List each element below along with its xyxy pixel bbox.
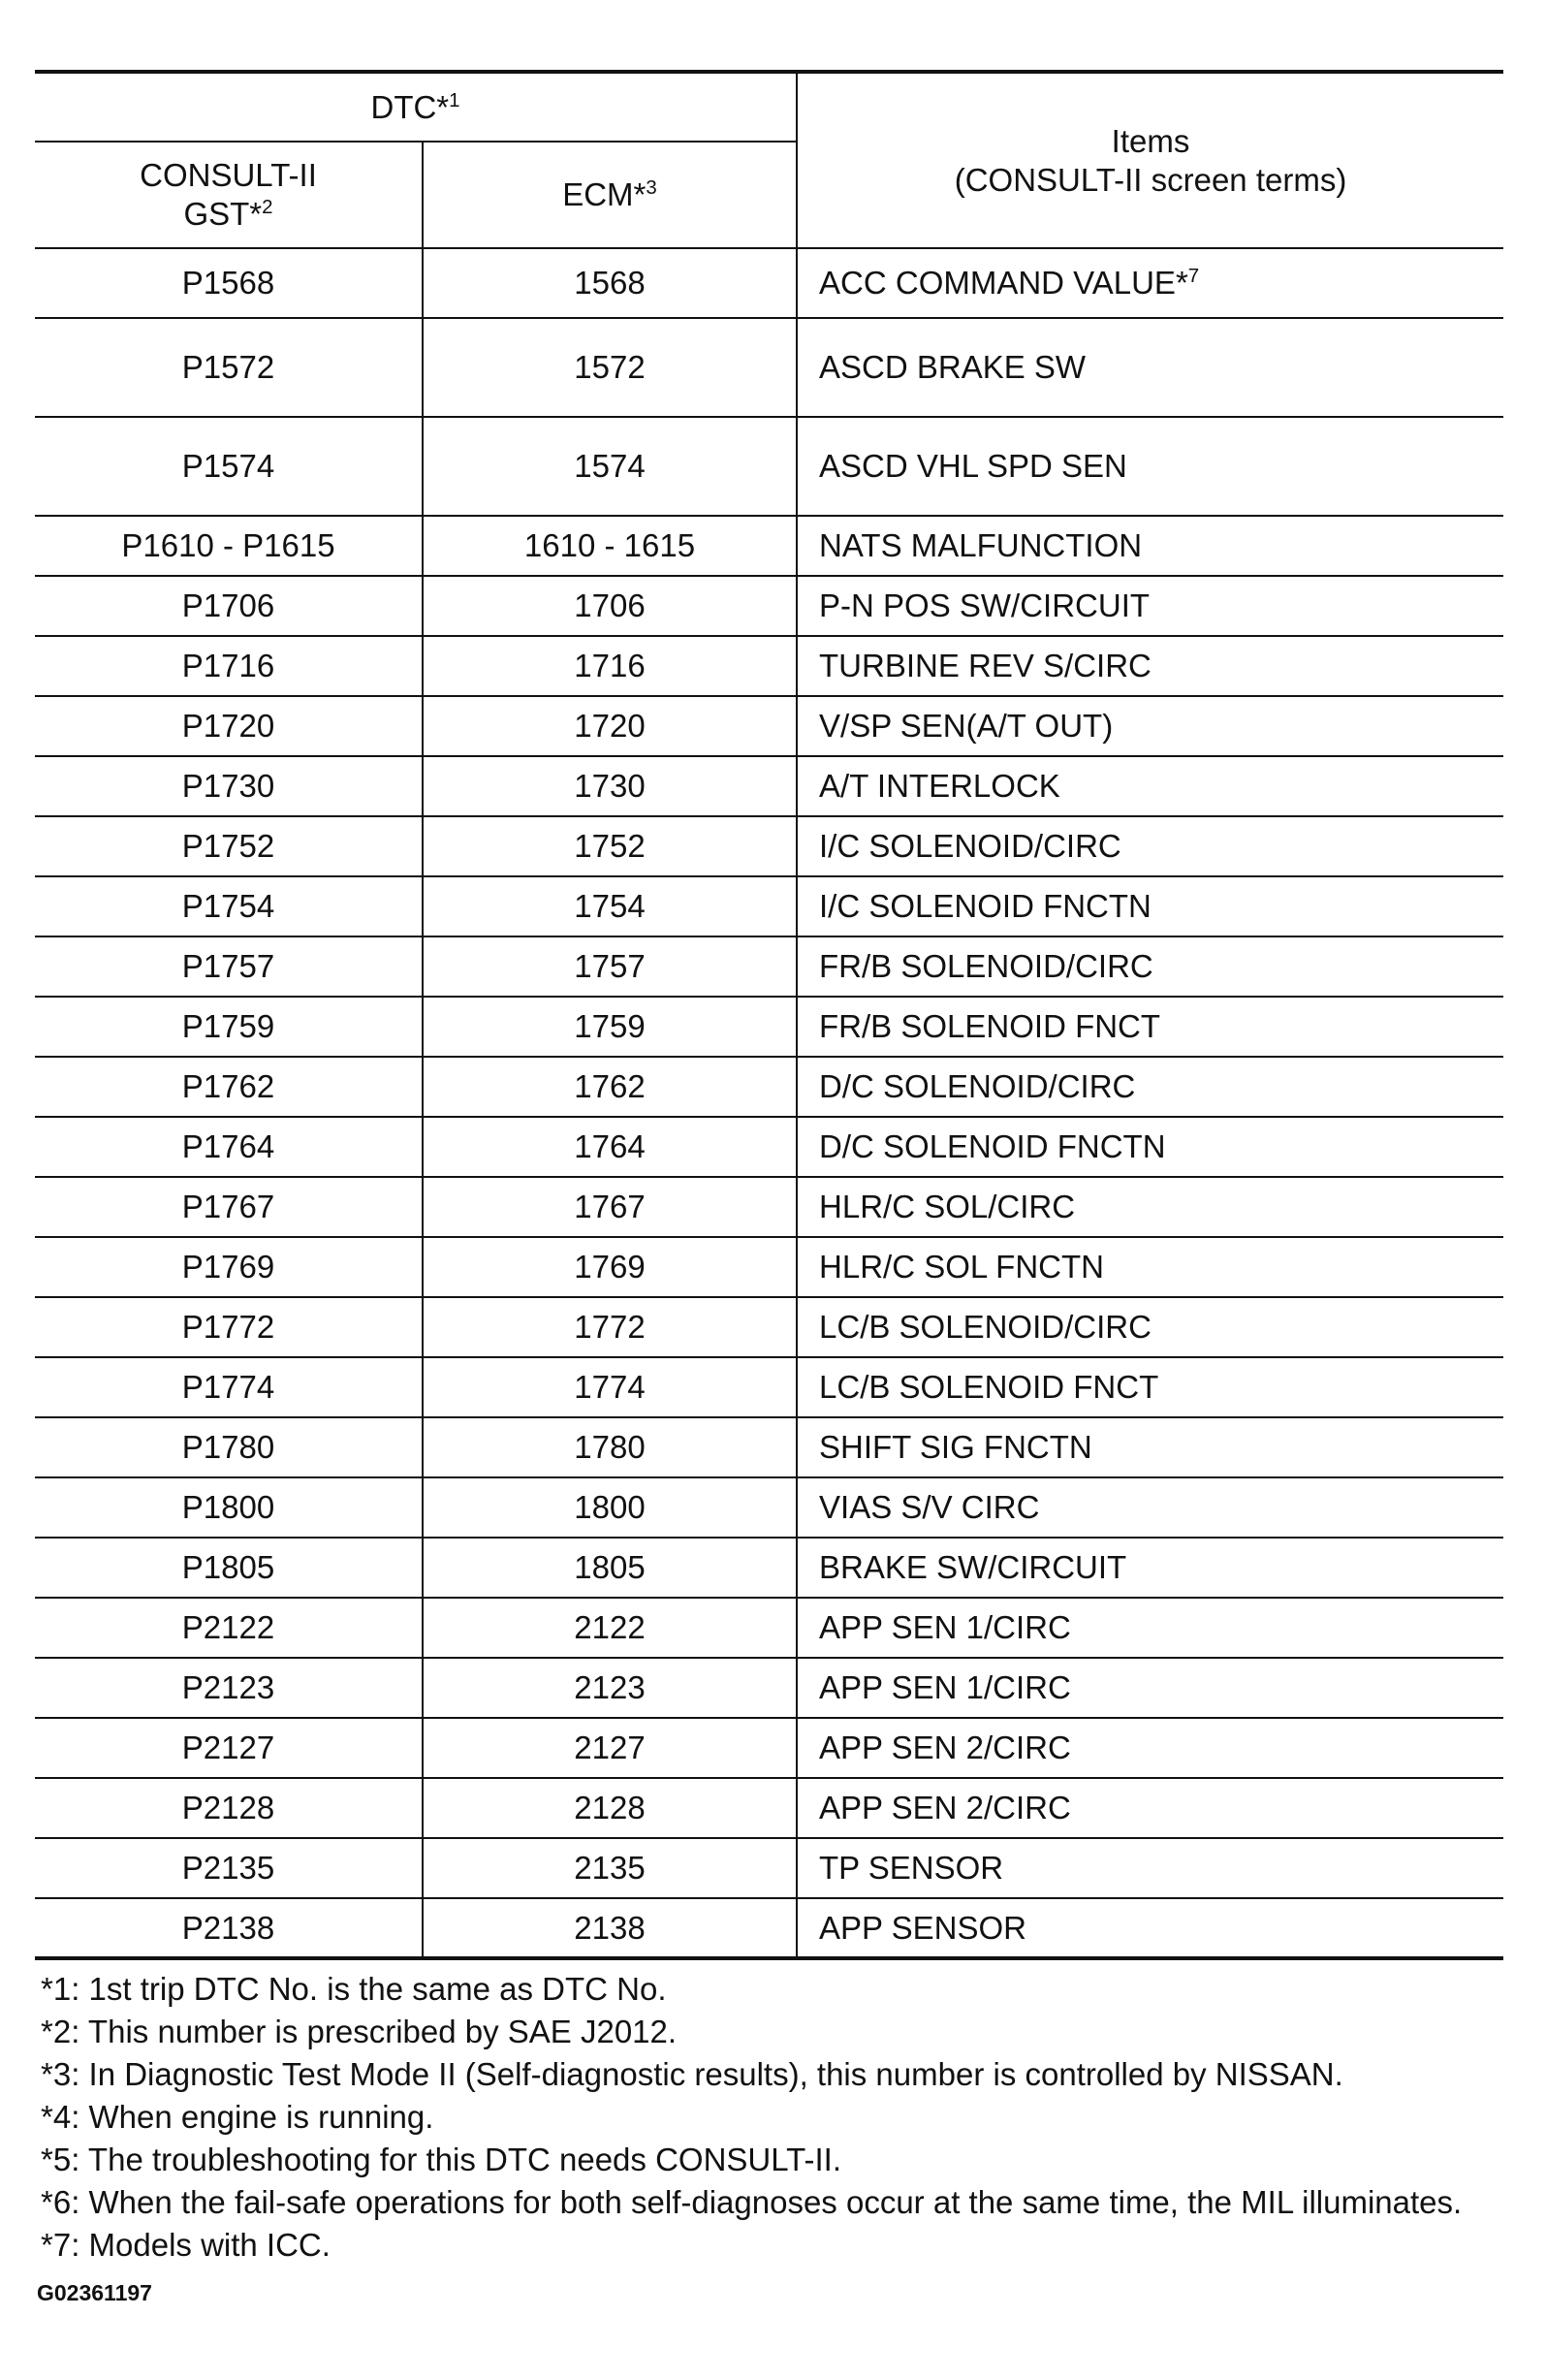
ecm-header: ECM*$^3$ (423, 142, 797, 248)
item-term: I/C SOLENOID FNCTN (797, 876, 1503, 936)
item-term: FR/B SOLENOID FNCT (797, 997, 1503, 1057)
ecm-code: 1752 (423, 816, 797, 876)
ecm-code: 1762 (423, 1057, 797, 1117)
dtc-group-header: DTC*$^1$ (35, 72, 797, 142)
ecm-code: 1568 (423, 248, 797, 318)
consult-gst-code: P1767 (35, 1177, 423, 1237)
ecm-code: 1774 (423, 1357, 797, 1417)
table-row (35, 1778, 1503, 1838)
table-row (35, 997, 1503, 1057)
ecm-code: 1780 (423, 1417, 797, 1477)
dtc-table (35, 70, 1503, 1960)
footnotes (35, 1968, 1503, 2267)
table-row (35, 1237, 1503, 1297)
ecm-code: 1769 (423, 1237, 797, 1297)
consult-gst-code: P2135 (35, 1838, 423, 1898)
item-term: VIAS S/V CIRC (797, 1477, 1503, 1538)
consult-gst-code: P1774 (35, 1357, 423, 1417)
table-row (35, 1898, 1503, 1958)
ecm-code: 2123 (423, 1658, 797, 1718)
item-term: BRAKE SW/CIRCUIT (797, 1538, 1503, 1598)
ecm-code: 1610 - 1615 (423, 516, 797, 576)
table-row (35, 936, 1503, 997)
table-row (35, 1658, 1503, 1718)
consult-gst-code: P2123 (35, 1658, 423, 1718)
item-term: A/T INTERLOCK (797, 756, 1503, 816)
table-row (35, 816, 1503, 876)
document-page (35, 70, 1503, 2306)
ecm-code: 1574 (423, 417, 797, 516)
item-term: TURBINE REV S/CIRC (797, 636, 1503, 696)
item-term: LC/B SOLENOID/CIRC (797, 1297, 1503, 1357)
ecm-code: 1805 (423, 1538, 797, 1598)
consult-gst-code: P2122 (35, 1598, 423, 1658)
footnote: *6: When the fail-safe operations for both self-diagnoses occur at the same time, the MIL illuminates. (41, 2184, 1463, 2220)
table-row (35, 1718, 1503, 1778)
ecm-code: 1767 (423, 1177, 797, 1237)
footnote: *1: 1st trip DTC No. is the same as DTC No. (41, 1971, 667, 2007)
consult-gst-code: P1757 (35, 936, 423, 997)
table-row (35, 636, 1503, 696)
ecm-code: 1730 (423, 756, 797, 816)
figure-id: G02361197 (37, 2280, 152, 2305)
item-term: ASCD VHL SPD SEN (797, 417, 1503, 516)
item-term: LC/B SOLENOID FNCT (797, 1357, 1503, 1417)
consult-gst-code: P1716 (35, 636, 423, 696)
item-term: D/C SOLENOID/CIRC (797, 1057, 1503, 1117)
ecm-code: 2128 (423, 1778, 797, 1838)
ecm-code: 2138 (423, 1898, 797, 1958)
dtc-table-header (35, 72, 1503, 248)
item-term: FR/B SOLENOID/CIRC (797, 936, 1503, 997)
consult-gst-code: P1769 (35, 1237, 423, 1297)
consult-gst-code: P1706 (35, 576, 423, 636)
ecm-code: 1759 (423, 997, 797, 1057)
consult-gst-code: P1800 (35, 1477, 423, 1538)
table-row (35, 1117, 1503, 1177)
table-row (35, 1177, 1503, 1237)
item-term: HLR/C SOL/CIRC (797, 1177, 1503, 1237)
consult-gst-code: P1610 - P1615 (35, 516, 423, 576)
table-row (35, 876, 1503, 936)
consult-gst-code: P1759 (35, 997, 423, 1057)
table-row (35, 1297, 1503, 1357)
item-term: HLR/C SOL FNCTN (797, 1237, 1503, 1297)
table-row (35, 1057, 1503, 1117)
ecm-code: 1754 (423, 876, 797, 936)
item-term: APP SENSOR (797, 1898, 1503, 1958)
table-row (35, 576, 1503, 636)
item-term: D/C SOLENOID FNCTN (797, 1117, 1503, 1177)
item-term: ACC COMMAND VALUE*$^7$ (797, 248, 1503, 318)
ecm-code: 1706 (423, 576, 797, 636)
table-row (35, 1477, 1503, 1538)
consult-gst-code: P1574 (35, 417, 423, 516)
ecm-code: 2127 (423, 1718, 797, 1778)
consult-gst-code: P1780 (35, 1417, 423, 1477)
footnote: *2: This number is prescribed by SAE J2012. (41, 2014, 678, 2049)
item-term: ASCD BRAKE SW (797, 318, 1503, 417)
item-term: I/C SOLENOID/CIRC (797, 816, 1503, 876)
table-row (35, 248, 1503, 318)
footnote: *5: The troubleshooting for this DTC needs CONSULT-II. (41, 2142, 841, 2177)
table-row (35, 1838, 1503, 1898)
table-row (35, 1417, 1503, 1477)
footnote: *7: Models with ICC. (41, 2227, 331, 2263)
ecm-code: 1716 (423, 636, 797, 696)
table-row (35, 1538, 1503, 1598)
consult-gst-header: CONSULT-II GST*$^2$ (35, 142, 423, 248)
item-term: TP SENSOR (797, 1838, 1503, 1898)
consult-gst-code: P1572 (35, 318, 423, 417)
consult-gst-code: P1764 (35, 1117, 423, 1177)
consult-gst-code: P1754 (35, 876, 423, 936)
consult-gst-code: P2138 (35, 1898, 423, 1958)
consult-gst-code: P1752 (35, 816, 423, 876)
item-term: APP SEN 2/CIRC (797, 1778, 1503, 1838)
item-term: NATS MALFUNCTION (797, 516, 1503, 576)
item-term: V/SP SEN(A/T OUT) (797, 696, 1503, 756)
footnote: *3: In Diagnostic Test Mode II (Self-diagnostic results), this number is controlled by NISSAN. (41, 2056, 1343, 2092)
consult-gst-code: P1805 (35, 1538, 423, 1598)
ecm-code: 1720 (423, 696, 797, 756)
ecm-code: 1764 (423, 1117, 797, 1177)
consult-gst-code: P1762 (35, 1057, 423, 1117)
item-term: P-N POS SW/CIRCUIT (797, 576, 1503, 636)
table-row (35, 1357, 1503, 1417)
table-row (35, 516, 1503, 576)
table-row (35, 318, 1503, 417)
consult-gst-code: P2127 (35, 1718, 423, 1778)
item-term: APP SEN 2/CIRC (797, 1718, 1503, 1778)
table-row (35, 756, 1503, 816)
table-row (35, 1598, 1503, 1658)
consult-gst-code: P1730 (35, 756, 423, 816)
consult-gst-code: P2128 (35, 1778, 423, 1838)
consult-gst-code: P1772 (35, 1297, 423, 1357)
ecm-code: 1572 (423, 318, 797, 417)
consult-gst-code: P1720 (35, 696, 423, 756)
item-term: APP SEN 1/CIRC (797, 1658, 1503, 1718)
ecm-code: 1772 (423, 1297, 797, 1357)
dtc-table-body (35, 248, 1503, 1958)
ecm-code: 2122 (423, 1598, 797, 1658)
table-row (35, 417, 1503, 516)
item-term: SHIFT SIG FNCTN (797, 1417, 1503, 1477)
ecm-code: 1757 (423, 936, 797, 997)
footnote: *4: When engine is running. (41, 2099, 434, 2135)
items-header: Items (CONSULT-II screen terms) (797, 72, 1503, 248)
ecm-code: 2135 (423, 1838, 797, 1898)
item-term: APP SEN 1/CIRC (797, 1598, 1503, 1658)
ecm-code: 1800 (423, 1477, 797, 1538)
consult-gst-code: P1568 (35, 248, 423, 318)
table-row (35, 696, 1503, 756)
